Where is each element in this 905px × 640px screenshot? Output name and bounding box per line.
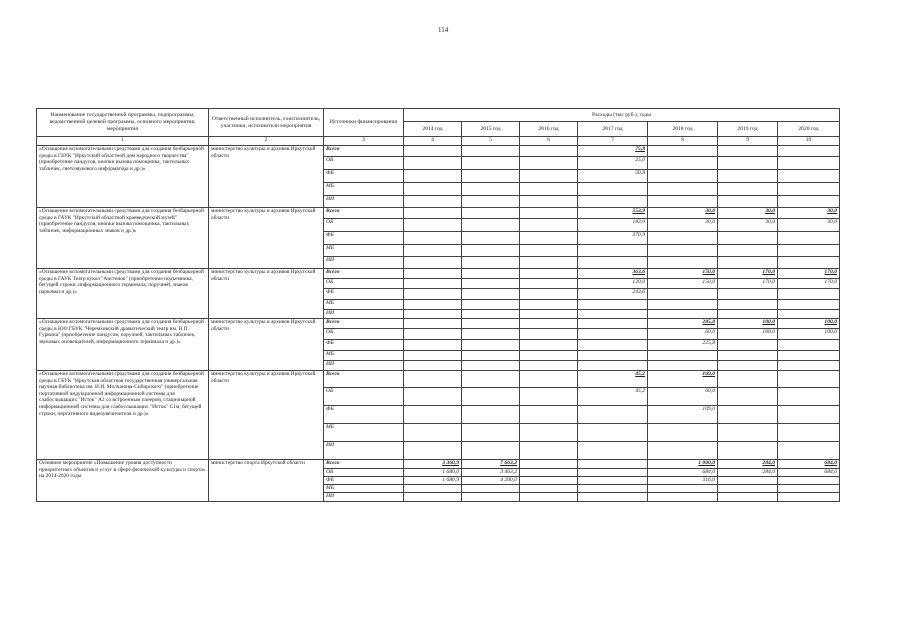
expense-value — [462, 388, 520, 406]
header-year: 2019 год — [718, 122, 778, 137]
measure-name: Основное мероприятие «Повышение уровня доступности приоритетных объектов и услуг в сфере физической культуры и спорта» на 2014-2020 годы — [37, 460, 209, 502]
expense-value — [778, 157, 840, 170]
expense-value — [404, 310, 462, 319]
expense-value — [778, 406, 840, 424]
expense-value — [578, 406, 648, 424]
expense-value: 30,0 — [648, 208, 718, 219]
expense-value — [648, 257, 718, 269]
expense-value — [520, 257, 578, 269]
expense-value — [462, 371, 520, 388]
expense-value — [404, 269, 462, 279]
responsible-executor: министерство культуры и архивов Иркутской области — [209, 208, 324, 269]
expense-value: 109,0 — [648, 406, 718, 424]
expense-value — [578, 361, 648, 371]
column-number: 8 — [648, 137, 718, 146]
header-year: 2016 год — [520, 122, 578, 137]
expense-value — [404, 279, 462, 289]
expense-value: 684,0 — [778, 469, 840, 477]
header-name: Наименование государственной программы, подпрограммы, ведомственной целевой программы, основного мероприятия, мероприятия — [37, 109, 209, 137]
column-number: 4 — [404, 137, 462, 146]
expense-value — [778, 442, 840, 460]
expense-value — [404, 196, 462, 208]
funding-source: ОБ — [324, 388, 404, 406]
expense-value — [578, 460, 648, 469]
expense-value — [578, 245, 648, 257]
expense-value — [404, 183, 462, 196]
column-number: 2 — [209, 137, 324, 146]
expense-value — [578, 329, 648, 340]
expense-value — [718, 170, 778, 183]
column-number: 10 — [778, 137, 840, 146]
expense-value — [520, 361, 578, 371]
expense-value — [778, 310, 840, 319]
expense-value — [648, 170, 718, 183]
responsible-executor: министерство культуры и архивов Иркутской области — [209, 319, 324, 371]
expense-value: 4 200,0 — [462, 477, 520, 485]
header-year: 2017 год — [578, 122, 648, 137]
expense-value — [718, 485, 778, 493]
expense-value — [778, 146, 840, 157]
expense-value — [462, 310, 520, 319]
expense-value — [718, 232, 778, 245]
expense-value — [520, 485, 578, 493]
expense-value — [520, 388, 578, 406]
page-number: 114 — [438, 26, 449, 34]
expense-value — [778, 257, 840, 269]
expense-value — [778, 492, 840, 501]
expense-value: 150,0 — [648, 269, 718, 279]
expense-value — [648, 183, 718, 196]
expense-value: 183,0 — [578, 219, 648, 232]
expense-value — [462, 170, 520, 183]
expense-value — [404, 300, 462, 310]
expense-value — [462, 485, 520, 493]
funding-source: Всего — [324, 146, 404, 157]
expense-value: 3 360,9 — [404, 460, 462, 469]
funding-source: ИИ — [324, 257, 404, 269]
responsible-executor: министерство культуры и архивов Иркутской области — [209, 269, 324, 319]
expense-value: 284,0 — [718, 469, 778, 477]
funding-source: ИИ — [324, 196, 404, 208]
expense-value — [578, 340, 648, 351]
funding-source: Всего — [324, 460, 404, 469]
measure-name: «Оснащение вспомогательными средствами для создания безбарьерной среды в ЮО ГБУК "Черемховский драматический театр им. В.П. Гуркина" (приобретение пандусов, поручней, тактильных табличек, звуковых оповещателей, информационного терминала и др.)» — [37, 319, 209, 371]
expense-value — [648, 485, 718, 493]
expense-value — [718, 388, 778, 406]
expense-value — [520, 351, 578, 361]
expense-value — [578, 257, 648, 269]
measure-name: «Оснащение вспомогательными средствами для создания безбарьерной среды в ГБУК "Иркутский областной дом народного творчества" (приобретение пандусов, кнопки вызова помощника, тактильных табличек, светозвукового информатора и др.)» — [37, 146, 209, 208]
header-responsible: Ответственный исполнитель, соисполнитель, участники, исполнители мероприятия — [209, 109, 324, 137]
expense-value — [404, 289, 462, 300]
expense-value — [404, 257, 462, 269]
budget-table — [36, 108, 840, 502]
expense-value: 50,8 — [578, 170, 648, 183]
expense-value — [462, 361, 520, 371]
expense-value — [648, 361, 718, 371]
expense-value — [462, 424, 520, 442]
expense-value — [578, 485, 648, 493]
funding-source: ФБ — [324, 477, 404, 485]
expense-value — [462, 319, 520, 329]
expense-value: 243,6 — [578, 289, 648, 300]
expense-value — [520, 442, 578, 460]
expense-value — [648, 442, 718, 460]
expense-value — [462, 269, 520, 279]
expense-value — [520, 492, 578, 501]
expense-value — [778, 183, 840, 196]
expense-value: 30,0 — [718, 219, 778, 232]
funding-source: ОБ — [324, 279, 404, 289]
expense-value — [648, 310, 718, 319]
expense-value — [648, 232, 718, 245]
expense-value — [462, 157, 520, 170]
funding-source: МБ — [324, 351, 404, 361]
expense-value — [404, 245, 462, 257]
expense-value: 25,0 — [578, 157, 648, 170]
expense-value — [778, 232, 840, 245]
expense-value — [578, 310, 648, 319]
expense-value — [520, 170, 578, 183]
funding-source: ИИ — [324, 361, 404, 371]
expense-value — [778, 371, 840, 388]
expense-value: 316,0 — [648, 477, 718, 485]
responsible-executor: министерство спорта Иркутской области — [209, 460, 324, 502]
expense-value — [778, 289, 840, 300]
expense-value: 684,0 — [778, 460, 840, 469]
expense-value — [520, 460, 578, 469]
expense-value — [404, 485, 462, 493]
funding-source: ФБ — [324, 406, 404, 424]
expense-value: 225,8 — [648, 340, 718, 351]
expense-value: 170,0 — [778, 269, 840, 279]
expense-value — [718, 351, 778, 361]
expense-value: 170,0 — [718, 269, 778, 279]
responsible-executor: министерство культуры и архивов Иркутской области — [209, 146, 324, 208]
expense-value: 45,2 — [578, 371, 648, 388]
expense-value — [520, 371, 578, 388]
header-year: 2018 год — [648, 122, 718, 137]
expense-value — [462, 351, 520, 361]
expense-value: 30,0 — [778, 219, 840, 232]
expense-value — [718, 492, 778, 501]
expense-value: 100,0 — [718, 319, 778, 329]
expense-value: 100,0 — [718, 329, 778, 340]
expense-value — [404, 371, 462, 388]
expense-value: 60,0 — [648, 388, 718, 406]
expense-value — [520, 208, 578, 219]
expense-value — [778, 424, 840, 442]
expense-value: 45,2 — [578, 388, 648, 406]
funding-source: ОБ — [324, 219, 404, 232]
funding-source: ОБ — [324, 329, 404, 340]
expense-value — [578, 442, 648, 460]
expense-value: 30,0 — [718, 208, 778, 219]
expense-value — [718, 289, 778, 300]
expense-value — [778, 340, 840, 351]
expense-value — [520, 319, 578, 329]
expense-value — [718, 442, 778, 460]
expense-value — [520, 406, 578, 424]
expense-value — [778, 361, 840, 371]
expense-value — [520, 183, 578, 196]
expense-value: 1 680,9 — [404, 477, 462, 485]
expense-value — [578, 469, 648, 477]
expense-value — [578, 319, 648, 329]
expense-value — [462, 300, 520, 310]
column-number: 3 — [324, 137, 404, 146]
expense-value: 100,0 — [778, 319, 840, 329]
expense-value — [404, 170, 462, 183]
expense-value — [778, 388, 840, 406]
expense-value — [404, 157, 462, 170]
expense-value — [462, 245, 520, 257]
expense-value — [404, 406, 462, 424]
expense-value — [404, 388, 462, 406]
expense-value — [520, 340, 578, 351]
expense-value — [520, 219, 578, 232]
funding-source: ФБ — [324, 232, 404, 245]
expense-value — [404, 424, 462, 442]
expense-value — [520, 232, 578, 245]
expense-value: 684,0 — [648, 469, 718, 477]
expense-value — [462, 232, 520, 245]
expense-value — [462, 340, 520, 351]
expense-value — [778, 170, 840, 183]
expense-value — [462, 329, 520, 340]
table-row — [37, 371, 840, 388]
expense-value — [462, 279, 520, 289]
funding-source: ФБ — [324, 340, 404, 351]
expense-value — [778, 485, 840, 493]
column-number: 7 — [578, 137, 648, 146]
funding-source: Всего — [324, 269, 404, 279]
expense-value: 100,0 — [778, 329, 840, 340]
expense-value — [718, 146, 778, 157]
funding-source: Всего — [324, 371, 404, 388]
expense-value — [520, 469, 578, 477]
funding-source: МБ — [324, 183, 404, 196]
header-year: 2014 год — [404, 122, 462, 137]
table-row — [37, 146, 840, 157]
funding-source: ИИ — [324, 492, 404, 501]
expense-value — [578, 300, 648, 310]
expense-value — [520, 310, 578, 319]
expense-value — [778, 300, 840, 310]
expense-value — [718, 196, 778, 208]
expense-value — [462, 146, 520, 157]
header-year: 2020 год — [778, 122, 840, 137]
expense-value: 75,8 — [578, 146, 648, 157]
expense-value: 285,8 — [648, 319, 718, 329]
expense-value — [462, 183, 520, 196]
expense-value — [462, 289, 520, 300]
expense-value — [718, 183, 778, 196]
expense-value — [520, 424, 578, 442]
expense-value: 150,0 — [648, 279, 718, 289]
table-row — [37, 269, 840, 279]
expense-value — [648, 146, 718, 157]
expense-value — [718, 477, 778, 485]
expense-value — [404, 442, 462, 460]
expense-value — [578, 351, 648, 361]
funding-source: ФБ — [324, 289, 404, 300]
expense-value — [718, 424, 778, 442]
column-number: 1 — [37, 137, 209, 146]
expense-value: 120,0 — [578, 279, 648, 289]
responsible-executor: министерство культуры и архивов Иркутской области — [209, 371, 324, 460]
expense-value — [520, 146, 578, 157]
expense-value — [718, 245, 778, 257]
expense-value — [648, 245, 718, 257]
expense-value — [648, 157, 718, 170]
expense-value — [520, 245, 578, 257]
expense-value — [648, 492, 718, 501]
expense-value — [520, 279, 578, 289]
column-number: 9 — [718, 137, 778, 146]
expense-value — [520, 477, 578, 485]
expense-value: 1 000,0 — [648, 460, 718, 469]
table-row — [37, 460, 840, 469]
expense-value: 553,9 — [578, 208, 648, 219]
expense-value: 60,0 — [648, 329, 718, 340]
expense-value — [578, 477, 648, 485]
expense-value — [718, 406, 778, 424]
expense-value: 170,0 — [718, 279, 778, 289]
funding-source: ОБ — [324, 157, 404, 170]
header-expenses: Расходы (тыс руб.), годы — [404, 109, 840, 122]
expense-value: 30,0 — [648, 219, 718, 232]
expense-value — [404, 146, 462, 157]
expense-value: 170,0 — [778, 279, 840, 289]
measure-name: «Оснащение вспомогательными средствами для создания безбарьерной среды в ГБУК "Иркутская областная государственная универсальная научная библиотека им. И.И. Молчанова-Сибирского" (приобретение портативной индукционной информационной системы для слабослышащих "Исток" А2 со встроенным плеером, стационарной информационной системы для слабослышащих "Исток" С1м, бегущей строки, портативного видеоувеличителя и др.)» — [37, 371, 209, 460]
funding-source: Всего — [324, 208, 404, 219]
expense-value — [778, 477, 840, 485]
expense-value: 30,0 — [778, 208, 840, 219]
expense-value — [520, 289, 578, 300]
expense-value — [718, 157, 778, 170]
expense-value — [578, 196, 648, 208]
funding-source: МБ — [324, 245, 404, 257]
funding-source: ИИ — [324, 310, 404, 319]
funding-source: Всего — [324, 319, 404, 329]
expense-value — [404, 361, 462, 371]
header-year: 2015 год — [462, 122, 520, 137]
funding-source: ОБ — [324, 469, 404, 477]
expense-value: 3 463,2 — [462, 469, 520, 477]
expense-value — [520, 269, 578, 279]
expense-value — [404, 351, 462, 361]
funding-source: МБ — [324, 300, 404, 310]
expense-value — [520, 329, 578, 340]
expense-value — [648, 300, 718, 310]
header-sources: Источники финансирования — [324, 109, 404, 137]
table-row — [37, 208, 840, 219]
column-number: 5 — [462, 137, 520, 146]
expense-value — [404, 219, 462, 232]
expense-value — [778, 351, 840, 361]
expense-value — [520, 157, 578, 170]
expense-value — [718, 257, 778, 269]
expense-value: 7 663,2 — [462, 460, 520, 469]
expense-value — [718, 340, 778, 351]
expense-value — [404, 329, 462, 340]
expense-value: 370,9 — [578, 232, 648, 245]
expense-value — [404, 232, 462, 245]
expense-value — [648, 351, 718, 361]
expense-value: 284,0 — [718, 460, 778, 469]
expense-value — [404, 340, 462, 351]
measure-name: «Оснащение вспомогательными средствами для создания безбарьерной среды в ГАУК "Иркутский областной краеведческий музей" (приобретение пандусов, кнопки вызова помощника, тактильных табличек, информационных знаков и др.)» — [37, 208, 209, 269]
expense-value — [578, 492, 648, 501]
expense-value: 169,0 — [648, 371, 718, 388]
expense-value — [648, 196, 718, 208]
expense-value — [404, 208, 462, 219]
expense-value — [578, 424, 648, 442]
expense-value — [462, 442, 520, 460]
expense-value — [404, 319, 462, 329]
expense-value — [404, 492, 462, 501]
expense-value — [648, 424, 718, 442]
funding-source: МБ — [324, 424, 404, 442]
expense-value — [718, 300, 778, 310]
table-row — [37, 319, 840, 329]
expense-value — [578, 183, 648, 196]
expense-value — [462, 492, 520, 501]
funding-source: МБ — [324, 485, 404, 493]
funding-source: ФБ — [324, 170, 404, 183]
expense-value — [520, 300, 578, 310]
expense-value — [462, 196, 520, 208]
expense-value — [462, 406, 520, 424]
funding-source: ИИ — [324, 442, 404, 460]
expense-value: 1 680,0 — [404, 469, 462, 477]
column-number: 6 — [520, 137, 578, 146]
expense-value — [462, 219, 520, 232]
expense-value — [520, 196, 578, 208]
expense-value — [718, 361, 778, 371]
expense-value — [718, 371, 778, 388]
expense-value — [648, 289, 718, 300]
expense-value — [778, 196, 840, 208]
expense-value — [718, 310, 778, 319]
expense-value — [462, 257, 520, 269]
expense-value — [778, 245, 840, 257]
measure-name: «Оснащение вспомогательными средствами для создания безбарьерной среды в ГАУК Театр кукол "Аистенок" (приобретение подъемника, бегущей строки, информационного терминала, поручней, знаков парковки и др.)» — [37, 269, 209, 319]
expense-value: 363,6 — [578, 269, 648, 279]
expense-value — [462, 208, 520, 219]
